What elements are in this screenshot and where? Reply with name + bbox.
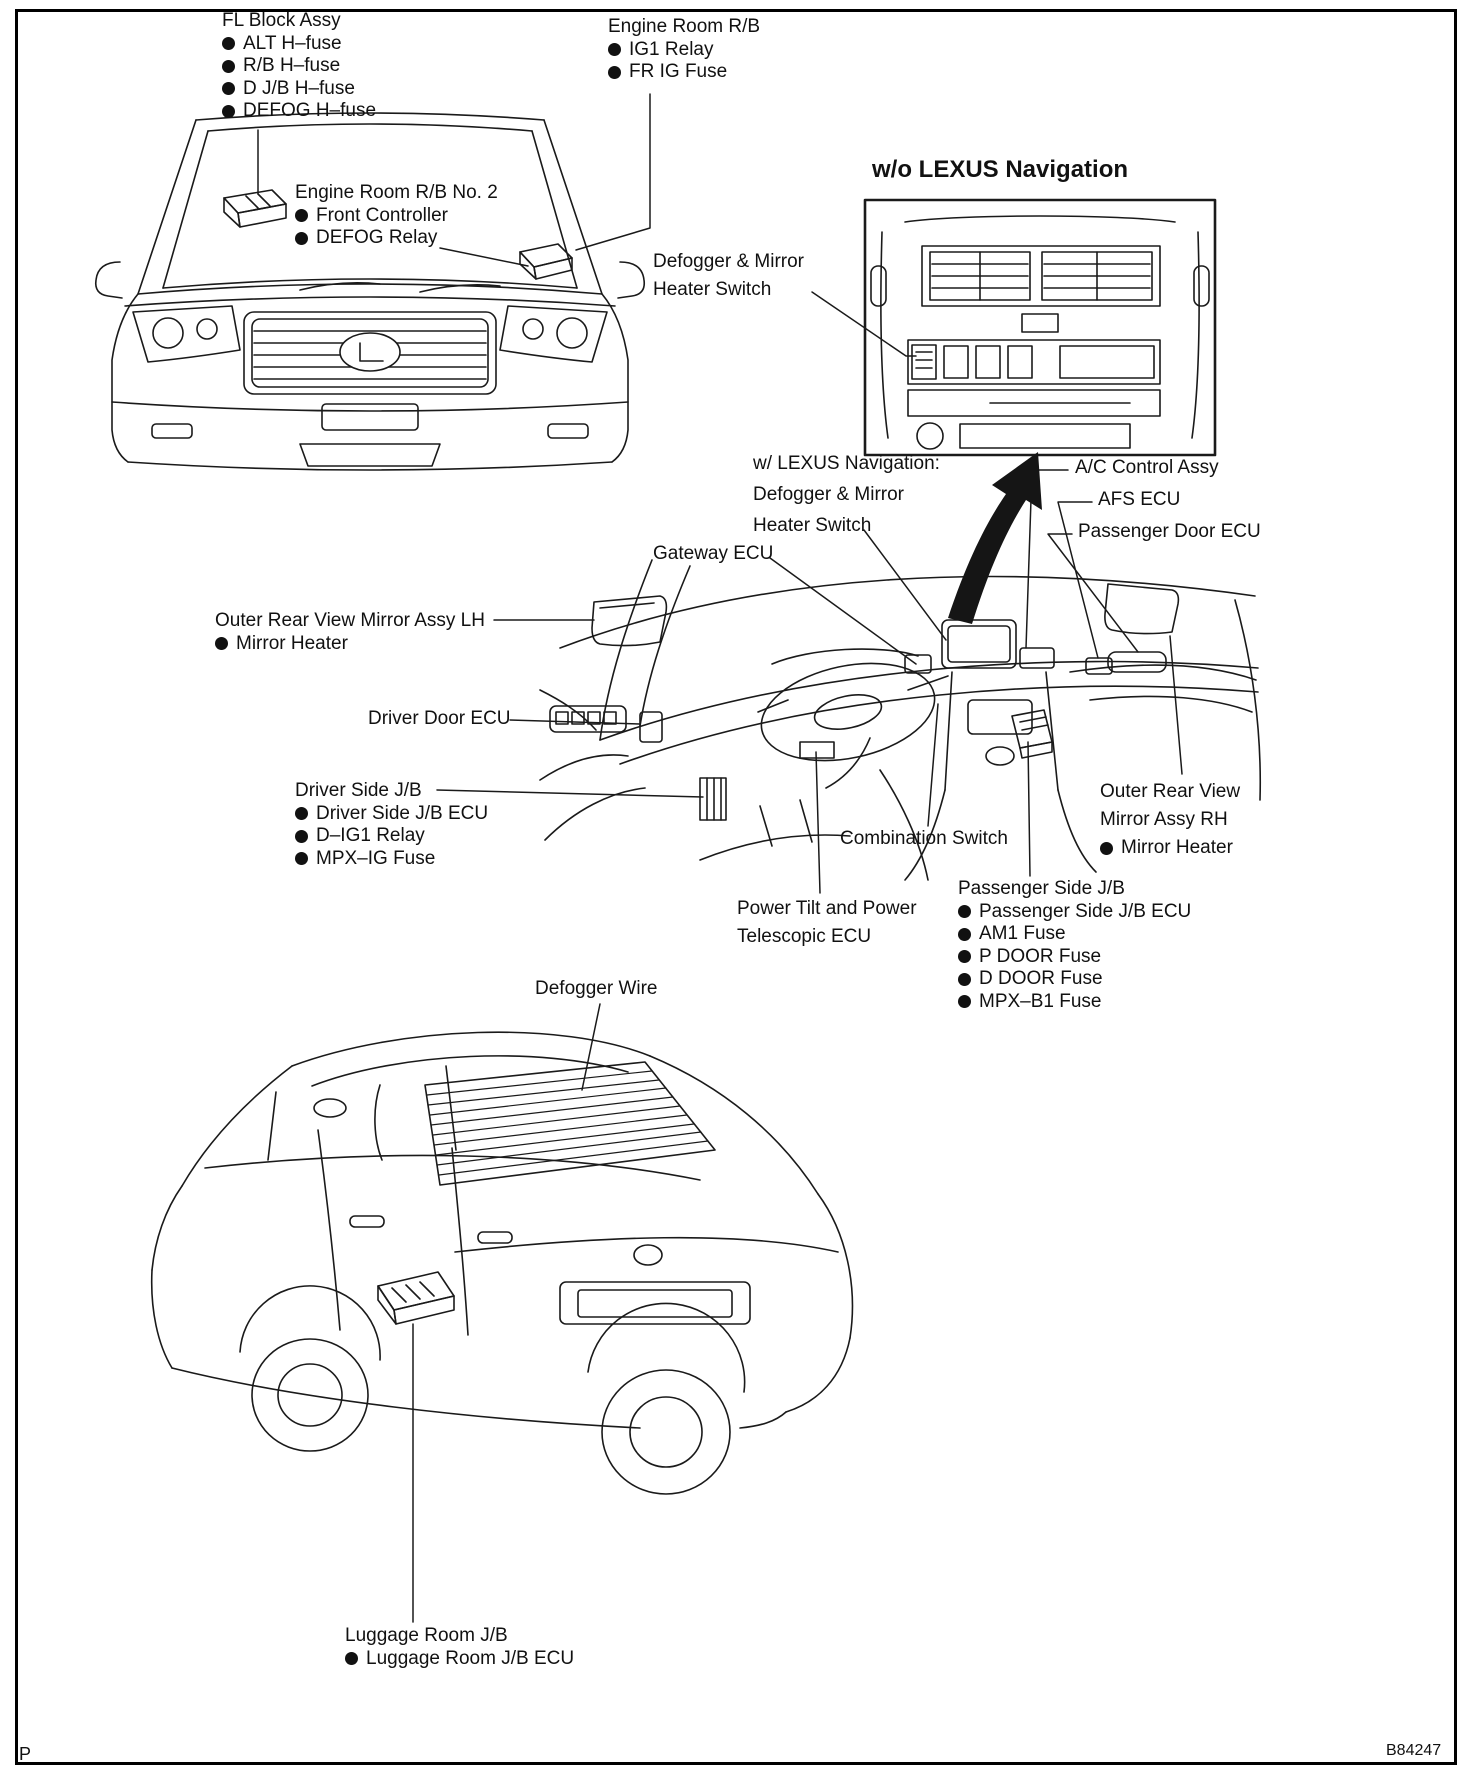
- label-line: Outer Rear View: [1100, 781, 1241, 802]
- label-mirror-rh: [1100, 778, 1240, 862]
- label-afs-ecu: [1098, 489, 1180, 512]
- label-driver-side-jb: [295, 780, 488, 870]
- label-combination-switch: [840, 828, 1008, 851]
- list-item: D–IG1 Relay: [295, 825, 488, 848]
- label-with-nav-switch: [753, 448, 940, 541]
- label-items: [608, 39, 760, 84]
- label-title: Driver Door ECU: [368, 708, 511, 729]
- label-line: Mirror Assy RH: [1100, 809, 1228, 830]
- list-item: D DOOR Fuse: [958, 968, 1191, 991]
- list-item: DEFOG Relay: [295, 227, 498, 250]
- label-items: [958, 901, 1191, 1014]
- list-item: IG1 Relay: [608, 39, 760, 62]
- bullet-icon: [958, 928, 971, 941]
- list-item: Driver Side J/B ECU: [295, 803, 488, 826]
- label-title: Passenger Side J/B: [958, 878, 1125, 899]
- label-defogger-mirror-switch: [653, 248, 804, 304]
- power-tilt-ecu-component: [800, 742, 834, 758]
- list-item: Front Controller: [295, 205, 498, 228]
- inset-title: w/o LEXUS Navigation: [872, 156, 1129, 183]
- bullet-icon: [608, 43, 621, 56]
- bullet-icon: [295, 830, 308, 843]
- label-items: [1100, 834, 1240, 862]
- list-item: P DOOR Fuse: [958, 946, 1191, 969]
- label-driver-door-ecu: [368, 708, 511, 731]
- label-defogger-wire: [535, 978, 658, 1001]
- bullet-icon: [958, 973, 971, 986]
- label-engine-room-rb: [608, 16, 760, 84]
- label-line: Power Tilt and Power: [737, 898, 917, 919]
- rear-car-drawing: [152, 1032, 853, 1494]
- driver-door-ecu-component: [640, 712, 662, 742]
- label-title: Engine Room R/B: [608, 16, 761, 37]
- label-items: [295, 205, 498, 250]
- bullet-icon: [295, 209, 308, 222]
- label-power-tilt-ecu: [737, 895, 917, 951]
- label-engine-room-rb-no2: [295, 182, 498, 250]
- bullet-icon: [222, 60, 235, 73]
- label-line: Telescopic ECU: [737, 926, 872, 947]
- bullet-icon: [958, 950, 971, 963]
- bullet-icon: [295, 232, 308, 245]
- label-items: [215, 633, 485, 656]
- list-item: ALT H–fuse: [222, 33, 376, 56]
- bullet-icon: [222, 82, 235, 95]
- label-items: [345, 1648, 574, 1671]
- label-items: [295, 803, 488, 871]
- list-item: DEFOG H–fuse: [222, 100, 376, 123]
- label-passenger-side-jb: [958, 878, 1191, 1013]
- label-ac-control-assy: [1075, 457, 1219, 480]
- bullet-icon: [295, 807, 308, 820]
- list-item: MPX–IG Fuse: [295, 848, 488, 871]
- engine-room-rb2-component: [520, 244, 572, 279]
- label-line: Heater Switch: [753, 515, 872, 536]
- label-items: [222, 33, 376, 123]
- label-title: FL Block Assy: [222, 10, 341, 31]
- list-item: Mirror Heater: [215, 633, 485, 656]
- driver-side-jb-component: [700, 778, 726, 820]
- bullet-icon: [608, 66, 621, 79]
- label-luggage-room-jb: [345, 1625, 574, 1670]
- bullet-icon: [958, 905, 971, 918]
- label-line: Defogger & Mirror: [753, 484, 904, 505]
- bullet-icon: [1100, 842, 1113, 855]
- label-passenger-door-ecu: [1078, 521, 1261, 544]
- bullet-icon: [345, 1652, 358, 1665]
- label-title: AFS ECU: [1098, 489, 1181, 510]
- label-title: Outer Rear View Mirror Assy LH: [215, 610, 485, 631]
- label-gateway-ecu: [653, 543, 773, 566]
- list-item: R/B H–fuse: [222, 55, 376, 78]
- defogger-wire-lines: [427, 1071, 708, 1175]
- fl-block-component: [224, 190, 286, 227]
- label-title: Combination Switch: [840, 828, 1008, 849]
- bullet-icon: [295, 852, 308, 865]
- list-item: AM1 Fuse: [958, 923, 1191, 946]
- label-title: Gateway ECU: [653, 543, 774, 564]
- label-fl-block-assy: [222, 10, 376, 123]
- bullet-icon: [222, 105, 235, 118]
- label-mirror-lh: [215, 610, 485, 655]
- bullet-icon: [215, 637, 228, 650]
- luggage-room-jb-component: [378, 1272, 454, 1324]
- figure-code: B84247: [1386, 1742, 1442, 1759]
- label-line: Heater Switch: [653, 279, 772, 300]
- bullet-icon: [958, 995, 971, 1008]
- bullet-icon: [222, 37, 235, 50]
- label-line: Defogger & Mirror: [653, 251, 804, 272]
- list-item: Passenger Side J/B ECU: [958, 901, 1191, 924]
- defogger-switch-drawing: [912, 345, 936, 379]
- label-line: w/ LEXUS Navigation:: [753, 453, 940, 474]
- page-marker: P: [19, 1744, 32, 1764]
- label-title: Engine Room R/B No. 2: [295, 182, 498, 203]
- inset-box-drawing: [865, 200, 1215, 455]
- list-item: Luggage Room J/B ECU: [345, 1648, 574, 1671]
- list-item: D J/B H–fuse: [222, 78, 376, 101]
- label-title: Driver Side J/B: [295, 780, 422, 801]
- label-title: Passenger Door ECU: [1078, 521, 1261, 542]
- rear-window-drawing: [425, 1062, 715, 1185]
- label-title: Defogger Wire: [535, 978, 658, 999]
- list-item: Mirror Heater: [1100, 834, 1240, 862]
- label-title: A/C Control Assy: [1075, 457, 1219, 478]
- list-item: MPX–B1 Fuse: [958, 991, 1191, 1014]
- label-title: Luggage Room J/B: [345, 1625, 508, 1646]
- list-item: FR IG Fuse: [608, 61, 760, 84]
- front-car-drawing: [96, 113, 645, 470]
